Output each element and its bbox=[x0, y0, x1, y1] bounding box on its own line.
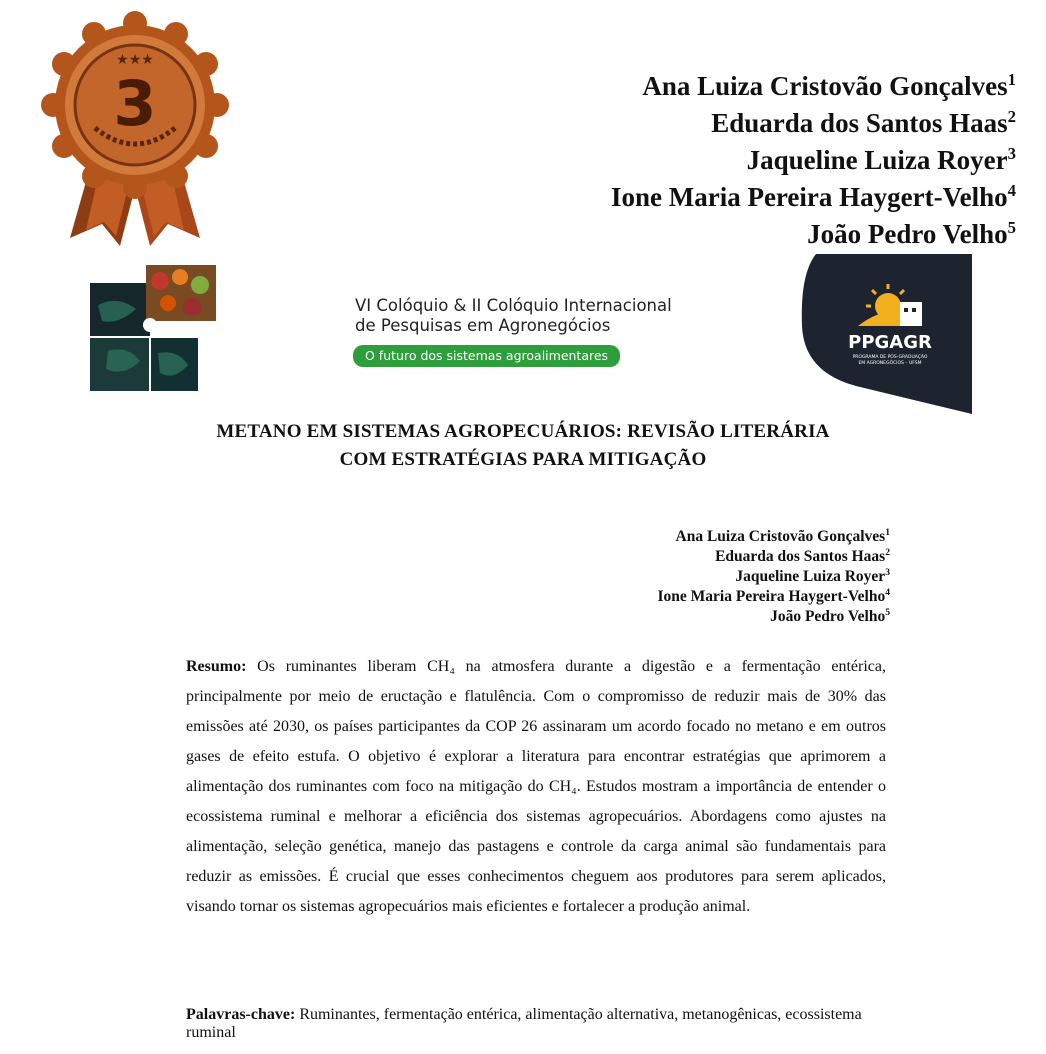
event-tagline-badge: O futuro dos sistemas agroalimentares bbox=[353, 345, 620, 367]
bronze-medal-icon bbox=[40, 10, 230, 250]
ppgagr-sub2: EM AGRONEGÓCIOS – UFSM bbox=[858, 361, 922, 366]
abstract-label: Resumo: bbox=[186, 658, 247, 675]
keywords bbox=[186, 1006, 886, 1042]
author-line: Ana Luiza Cristovão Gonçalves$^1$ bbox=[675, 526, 890, 545]
author-line: Jaqueline Luiza Royer$^3$ bbox=[735, 566, 890, 585]
event-title: VI Colóquio & II Colóquio Internacional de Pesquisas em Agronegócios bbox=[355, 296, 672, 335]
ppgagr-logo bbox=[796, 254, 972, 414]
ppgagr-name: PPGAGR bbox=[848, 332, 932, 353]
authors-list bbox=[658, 527, 891, 627]
author-line: João Pedro Velho$^5$ bbox=[807, 218, 1016, 249]
colloquium-puzzle-logo bbox=[88, 265, 218, 393]
paper-title: METANO EM SISTEMAS AGROPECUÁRIOS: REVISÃO LITERÁRIA COM ESTRATÉGIAS PARA MITIGAÇÃO bbox=[216, 421, 830, 470]
keywords-label: Palavras-chave: bbox=[186, 1006, 296, 1023]
medal-rank: 3 bbox=[113, 67, 157, 140]
authors-header-large bbox=[611, 68, 1016, 253]
author-line: Jaqueline Luiza Royer$^3$ bbox=[746, 144, 1016, 175]
author-line: Ione Maria Pereira Haygert-Velho$^4$ bbox=[657, 586, 890, 605]
abstract-text: Os ruminantes liberam CH₄ na atmosfera durante a digestão e a fermentação entérica, principalmente por meio de eructação e flatulência. Com o compromisso de reduzir mais de 30% das emissões até 2030, os países participantes da COP 26 assinaram um acordo focado no metano e em outros gases de efeito estufa. O objetivo é explorar a literatura para encontrar estratégias que aprimorem a alimentação dos ruminantes com foco na mitigação do CH₄. Estudos mostram a importância de entender o ecossistema ruminal e melhorar a eficiência dos sistemas agropecuários. Abordagens como ajustes na alimentação, seleção genética, manejo das pastagens e controle da carga animal são fundamentais para reduzir as emissões. É crucial que esses conhecimentos cheguem aos produtores para serem aplicados, visando tornar os sistemas agropecuários mais eficientes e fortalecer a produção animal. bbox=[186, 658, 886, 915]
author-line: Eduarda dos Santos Haas$^2$ bbox=[715, 546, 890, 565]
author-line: Ana Luiza Cristovão Gonçalves$^1$ bbox=[642, 70, 1016, 101]
abstract bbox=[186, 652, 886, 922]
author-line: Eduarda dos Santos Haas$^2$ bbox=[711, 107, 1016, 138]
keywords-text: Ruminantes, fermentação entérica, alimentação alternativa, metanogênicas, ecossistema ruminal bbox=[186, 1006, 862, 1041]
ppgagr-sub1: PROGRAMA DE PÓS-GRADUAÇÃO bbox=[852, 355, 928, 360]
medal-stars-icon: ★★★ bbox=[116, 52, 154, 68]
author-line: Ione Maria Pereira Haygert-Velho$^4$ bbox=[610, 181, 1016, 212]
author-line: João Pedro Velho$^5$ bbox=[770, 606, 890, 625]
